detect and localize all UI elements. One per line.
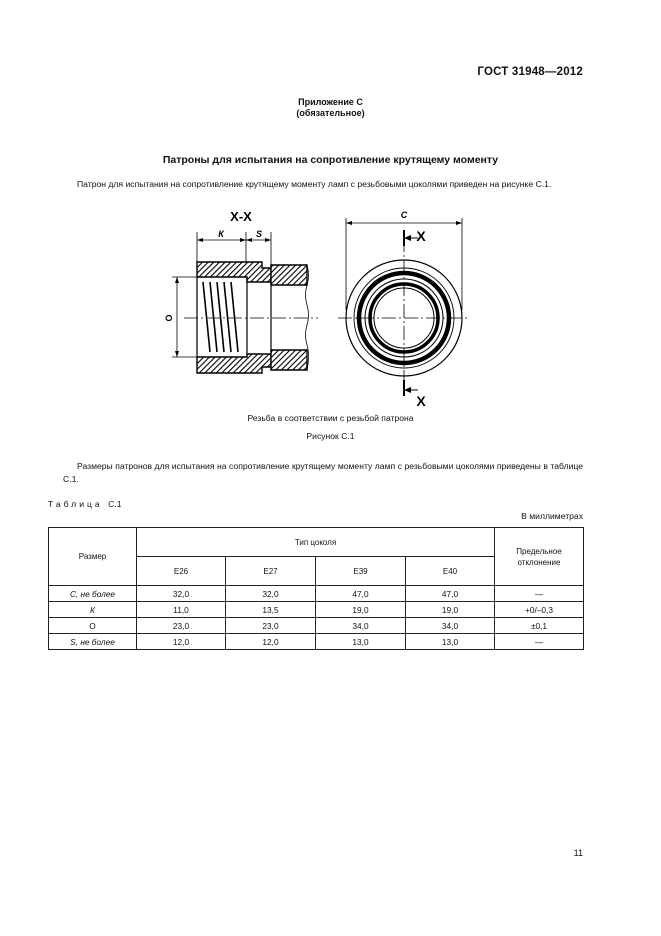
dim-k-label: К [218,229,224,239]
table-cell: 32,0 [137,586,226,602]
table-cell: 11,0 [137,602,226,618]
table-paragraph [63,460,583,486]
table-paragraph-text: Размеры патронов для испытания на сопротивление крутящему моменту ламп с резьбовыми цоколями приведены в таблице С.1. [63,461,583,484]
annex-title: Приложение С [298,97,363,107]
figure-note: Резьба в соответствии с резьбой патрона [247,413,414,423]
table-cell: ±0,1 [495,618,584,634]
table-cell: 12,0 [226,634,316,650]
table-label [48,499,121,509]
column-header: Е39 [316,557,406,586]
table-units: В миллиметрах [521,511,583,521]
figure-caption: Рисунок С.1 [306,431,355,441]
row-name: К [49,602,137,618]
table-row [49,634,584,650]
table-cell: 34,0 [406,618,495,634]
socket-drawing [0,0,661,420]
front-view [338,218,470,396]
annex-status: (обязательное) [296,108,365,118]
dim-s-label: S [255,229,263,239]
table-cell: 13,0 [406,634,495,650]
section-label: Х-Х [230,209,252,224]
section-title: Патроны для испытания на сопротивление крутящему моменту [162,154,499,166]
table-cell: 13,0 [316,634,406,650]
row-name: С, не более [49,586,137,602]
table-cell: +0/–0,3 [495,602,584,618]
table-cell: 13,5 [226,602,316,618]
table-cell: 23,0 [137,618,226,634]
table-cell: 34,0 [316,618,406,634]
table-label-word: Таблица [48,499,103,509]
table-cell: 47,0 [316,586,406,602]
table-cell: 19,0 [316,602,406,618]
column-header: Е26 [137,557,226,586]
standard-number: ГОСТ 31948—2012 [477,66,583,78]
section-mark-bottom: Х [416,393,426,409]
dim-o-label: О [164,314,174,322]
table-row [49,602,584,618]
table-row [49,586,584,602]
table-cell: 32,0 [226,586,316,602]
table-cell: — [495,634,584,650]
table-cell: — [495,586,584,602]
table-cell: 19,0 [406,602,495,618]
row-name: О [49,618,137,634]
dimensions-table [48,527,584,650]
row-name: S, не более [49,634,137,650]
dim-c-label: С [400,210,408,220]
page-number: 11 [573,848,583,858]
tolerance-header: Предельное отклонение [495,528,584,586]
table-row [49,618,584,634]
base-type-header: Тип цоколя [137,528,495,557]
table-cell: 12,0 [137,634,226,650]
table-number: С.1 [108,499,122,509]
section-view [172,232,318,373]
column-header: Е27 [226,557,316,586]
section-mark-top: Х [416,228,426,244]
table-cell: 47,0 [406,586,495,602]
intro-paragraph-text: Патрон для испытания на сопротивление крутящему моменту ламп с резьбовыми цоколями приведен на рисунке С.1. [77,179,552,189]
size-header: Размер [49,528,137,586]
table-cell: 23,0 [226,618,316,634]
column-header: Е40 [406,557,495,586]
